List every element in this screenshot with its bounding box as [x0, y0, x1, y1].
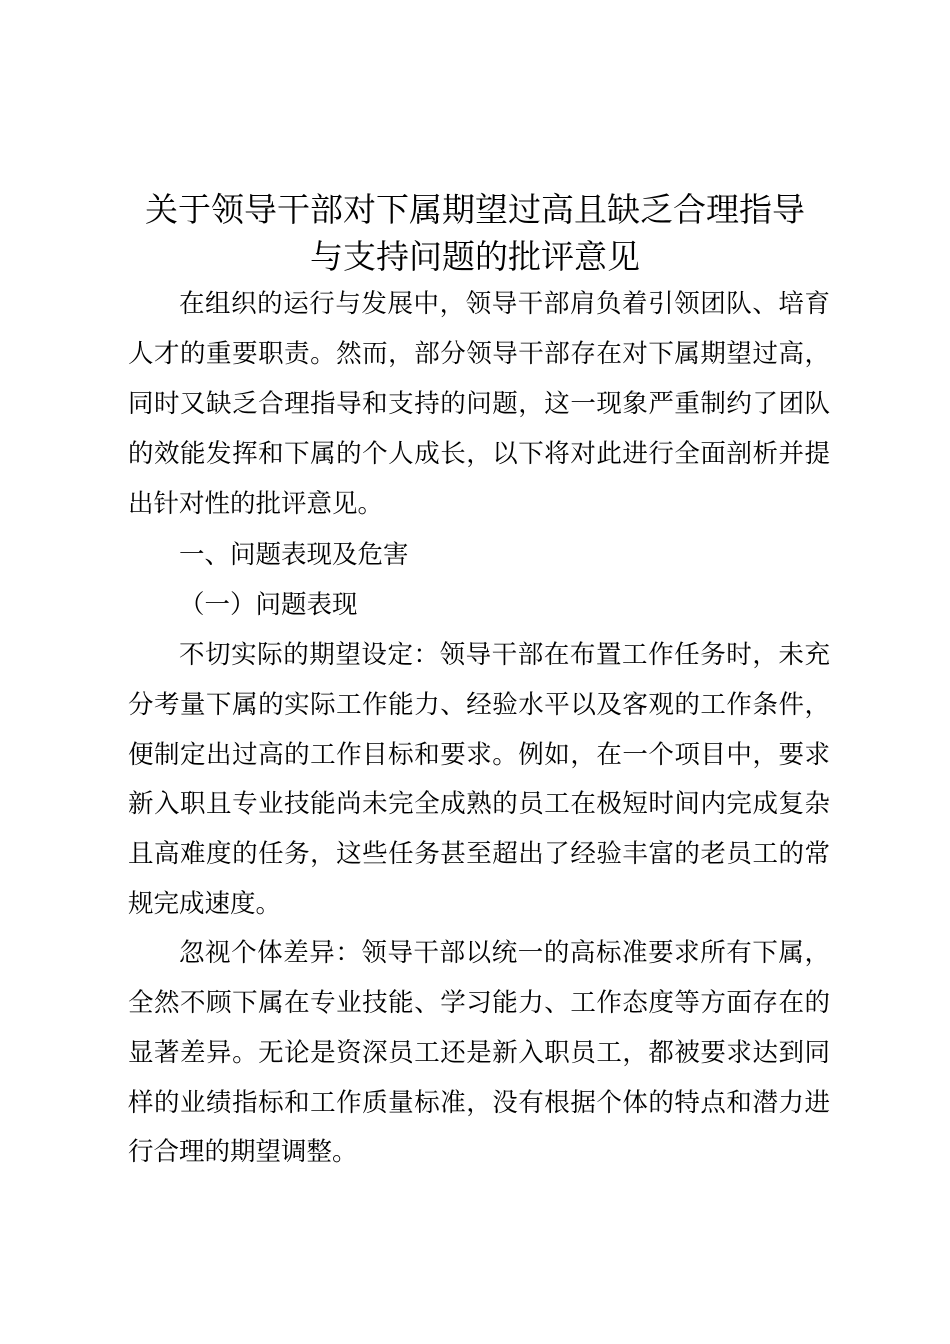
- subsection-heading: （一）问题表现: [179, 590, 358, 620]
- paragraph-line: 全然不顾下属在专业技能、学习能力、工作态度等方面存在的: [128, 988, 830, 1018]
- paragraph-line: 规完成速度。: [128, 889, 282, 919]
- paragraph-line: 分考量下属的实际工作能力、经验水平以及客观的工作条件，: [128, 690, 830, 720]
- document-title-line-2: 与支持问题的批评意见: [310, 237, 640, 276]
- paragraph-line: 的效能发挥和下属的个人成长，以下将对此进行全面剖析并提: [128, 439, 830, 469]
- paragraph-line: 在组织的运行与发展中，领导干部肩负着引领团队、培育: [179, 289, 830, 319]
- paragraph-line: 人才的重要职责。然而，部分领导干部存在对下属期望过高，: [128, 339, 830, 369]
- paragraph-line: 行合理的期望调整。: [128, 1137, 358, 1167]
- paragraph-line: 出针对性的批评意见。: [128, 489, 384, 519]
- paragraph-line: 样的业绩指标和工作质量标准，没有根据个体的特点和潜力进: [128, 1088, 830, 1118]
- paragraph-line: 便制定出过高的工作目标和要求。例如，在一个项目中，要求: [128, 740, 830, 770]
- document-title-line-1: 关于领导干部对下属期望过高且缺乏合理指导: [145, 190, 805, 229]
- paragraph-line: 不切实际的期望设定：领导干部在布置工作任务时，未充: [179, 640, 830, 670]
- paragraph-line: 且高难度的任务，这些任务甚至超出了经验丰富的老员工的常: [128, 839, 830, 869]
- paragraph-line: 同时又缺乏合理指导和支持的问题，这一现象严重制约了团队: [128, 389, 830, 419]
- paragraph-line: 新入职且专业技能尚未完全成熟的员工在极短时间内完成复杂: [128, 789, 830, 819]
- paragraph-line: 显著差异。无论是资深员工还是新入职员工，都被要求达到同: [128, 1038, 830, 1068]
- paragraph-line: 忽视个体差异：领导干部以统一的高标准要求所有下属，: [179, 938, 830, 968]
- section-heading: 一、问题表现及危害: [179, 540, 409, 570]
